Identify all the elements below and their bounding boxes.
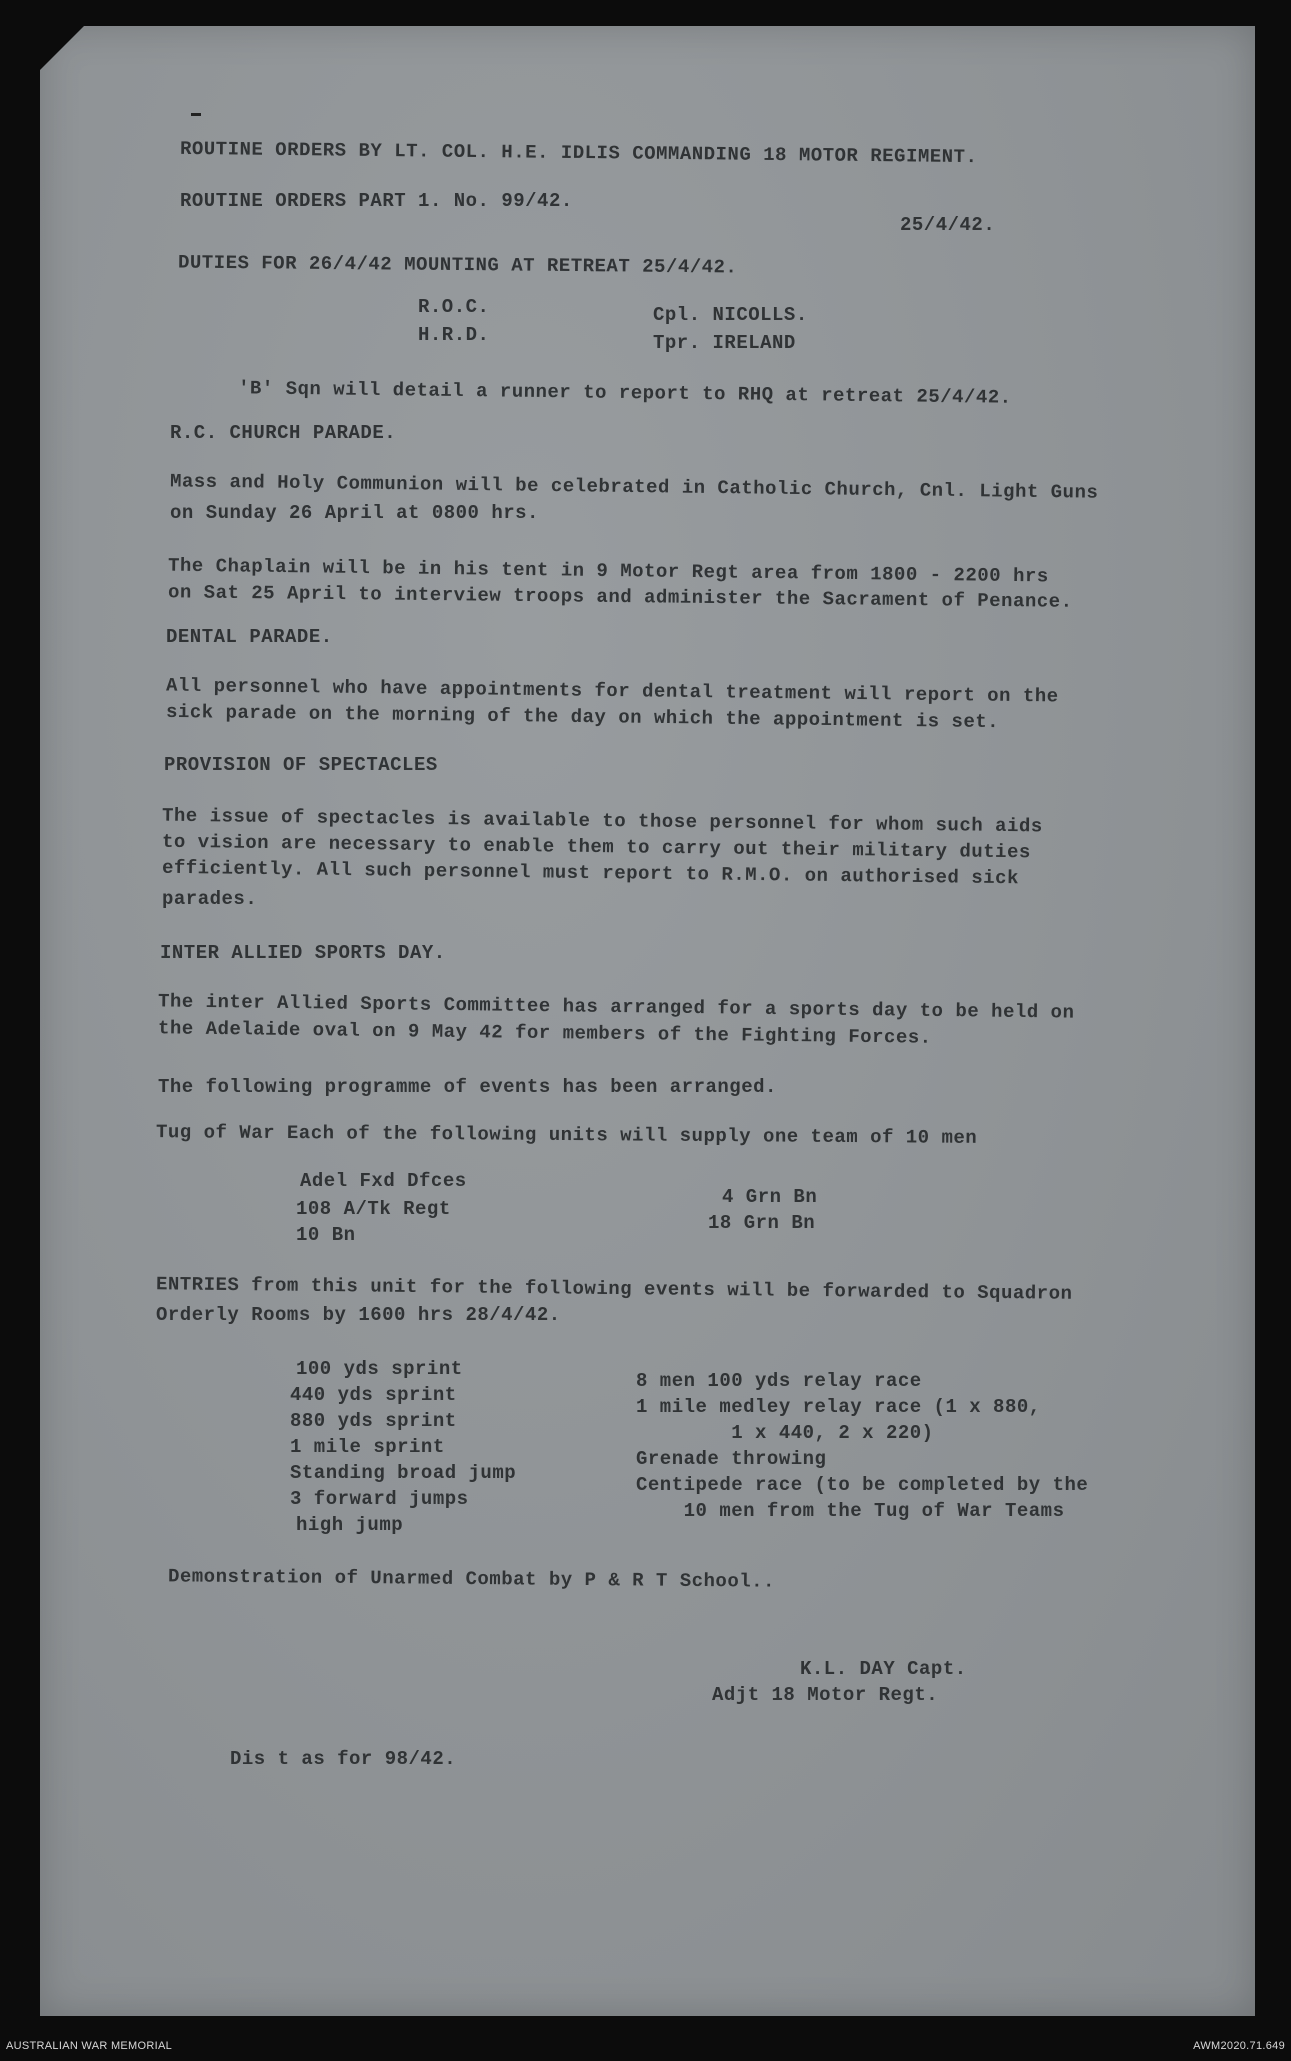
order-date: 25/4/42. bbox=[900, 214, 996, 236]
duties-line: DUTIES FOR 26/4/42 MOUNTING AT RETREAT 25/4/42. bbox=[177, 251, 738, 279]
order-title: ROUTINE ORDERS BY LT. COL. H.E. IDLIS COMMANDING 18 MOTOR REGIMENT. bbox=[179, 137, 978, 169]
duty-name-2: Tpr. IRELAND bbox=[653, 332, 796, 354]
event-left-6: 3 forward jumps bbox=[290, 1488, 469, 1510]
event-right-3: 1 x 440, 2 x 220) bbox=[636, 1422, 934, 1444]
entries-line2: Orderly Rooms by 1600 hrs 28/4/42. bbox=[156, 1304, 561, 1326]
unit-left-2: 108 A/Tk Regt bbox=[296, 1198, 451, 1220]
duty-name-1: Cpl. NICOLLS. bbox=[653, 304, 808, 326]
footer-accession: AWM2020.71.649 bbox=[1193, 2040, 1285, 2052]
entries-line1: ENTRIES from this unit for the following events will be forwarded to Squadron bbox=[155, 1273, 1073, 1305]
rc-para2-line1: The Chaplain will be in his tent in 9 Motor Regt area from 1800 - 2200 hrs bbox=[167, 554, 1049, 588]
spectacles-line1: The issue of spectacles is available to those personnel for whom such aids bbox=[161, 804, 1043, 838]
rc-para2-line2: on Sat 25 April to interview troops and administer the Sacrament of Penance. bbox=[167, 581, 1073, 613]
spectacles-line4: parades. bbox=[162, 888, 258, 910]
event-left-4: 1 mile sprint bbox=[290, 1436, 445, 1458]
event-left-2: 440 yds sprint bbox=[290, 1384, 457, 1406]
sports-heading: INTER ALLIED SPORTS DAY. bbox=[160, 942, 446, 964]
event-right-1: 8 men 100 yds relay race bbox=[636, 1370, 922, 1392]
unit-right-1: 4 Grn Bn bbox=[722, 1186, 818, 1208]
unit-left-3: 10 Bn bbox=[296, 1224, 356, 1246]
tug-of-war-line: Tug of War Each of the following units will supply one team of 10 men bbox=[155, 1121, 978, 1149]
distribution-line: Dis t as for 98/42. bbox=[230, 1748, 457, 1770]
rc-para1-line1: Mass and Holy Communion will be celebrated in Catholic Church, Cnl. Light Guns bbox=[169, 470, 1099, 504]
event-left-7: high jump bbox=[296, 1514, 404, 1536]
rc-para1-line2: on Sunday 26 April at 0800 hrs. bbox=[170, 502, 539, 524]
spectacles-line3: efficiently. All such personnel must report to R.M.O. on authorised sick bbox=[161, 856, 1020, 890]
duty-role-1: R.O.C. bbox=[418, 296, 490, 318]
spectacles-heading: PROVISION OF SPECTACLES bbox=[164, 754, 438, 776]
demonstration-line: Demonstration of Unarmed Combat by P & R T School.. bbox=[167, 1565, 776, 1593]
event-right-4: Grenade throwing bbox=[636, 1448, 827, 1470]
ink-mark bbox=[191, 113, 201, 116]
order-number: ROUTINE ORDERS PART 1. No. 99/42. bbox=[180, 190, 573, 212]
event-left-3: 880 yds sprint bbox=[290, 1410, 457, 1432]
duty-role-2: H.R.D. bbox=[418, 324, 490, 346]
unit-left-1: Adel Fxd Dfces bbox=[300, 1170, 467, 1192]
signature-name: K.L. DAY Capt. bbox=[800, 1658, 967, 1680]
event-right-2: 1 mile medley relay race (1 x 880, bbox=[636, 1396, 1041, 1418]
rc-heading: R.C. CHURCH PARADE. bbox=[170, 422, 397, 444]
dental-line2: sick parade on the morning of the day on which the appointment is set. bbox=[165, 700, 1000, 734]
unit-right-2: 18 Grn Bn bbox=[708, 1212, 816, 1234]
sports-line2: the Adelaide oval on 9 May 42 for members of the Fighting Forces. bbox=[157, 1017, 932, 1049]
event-right-6: 10 men from the Tug of War Teams bbox=[636, 1500, 1065, 1522]
runner-line: 'B' Sqn will detail a runner to report to RHQ at retreat 25/4/42. bbox=[237, 377, 1012, 409]
event-right-5: Centipede race (to be completed by the bbox=[636, 1474, 1089, 1496]
event-left-1: 100 yds sprint bbox=[296, 1358, 463, 1380]
programme-line: The following programme of events has been arranged. bbox=[158, 1076, 777, 1098]
sports-line1: The inter Allied Sports Committee has arranged for a sports day to be held on bbox=[157, 990, 1075, 1024]
spectacles-line2: to vision are necessary to enable them to carry out their military duties bbox=[161, 830, 1031, 864]
folded-corner bbox=[40, 26, 84, 70]
dental-heading: DENTAL PARADE. bbox=[166, 626, 333, 648]
signature-title: Adjt 18 Motor Regt. bbox=[712, 1684, 939, 1706]
event-left-5: Standing broad jump bbox=[290, 1462, 517, 1484]
footer-institution: AUSTRALIAN WAR MEMORIAL bbox=[6, 2040, 173, 2052]
dental-line1: All personnel who have appointments for dental treatment will report on the bbox=[165, 674, 1059, 708]
